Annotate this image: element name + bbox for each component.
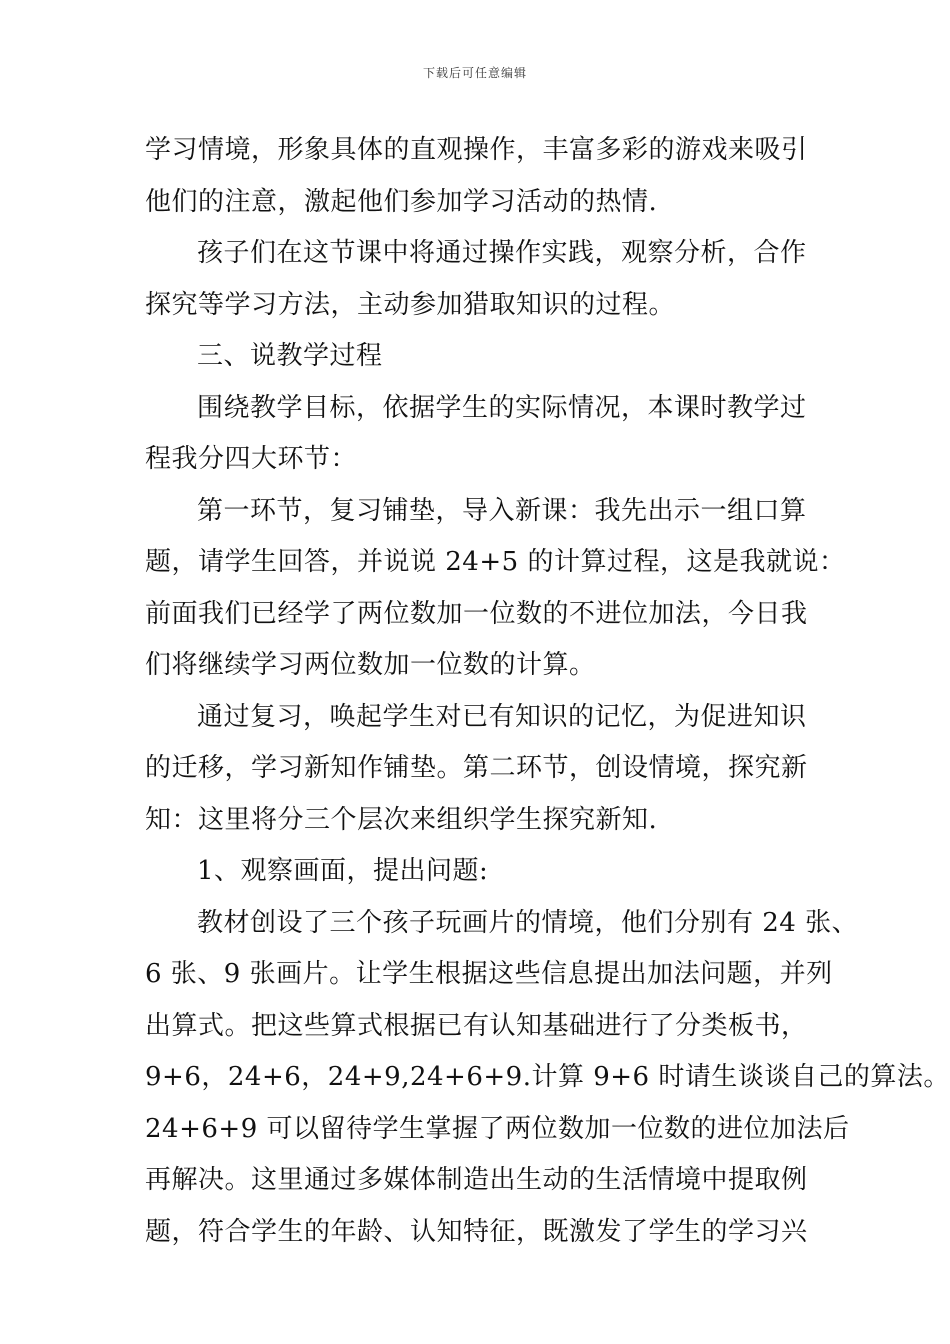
text-line: 的迁移，学习新知作铺垫。第二环节，创设情境，探究新: [145, 753, 808, 783]
text-line: 出算式。把这些算式根据已有认知基础进行了分类板书，: [145, 1010, 808, 1041]
section-heading: 三、说教学过程: [197, 341, 383, 371]
paragraph-start-line: 教材创设了三个孩子玩画片的情境，他们分别有 24 张、: [197, 907, 859, 938]
text-line: 程我分四大环节：: [145, 444, 358, 474]
text-line: 知：这里将分三个层次来组织学生探究新知.: [145, 804, 658, 835]
page-header: 下载后可任意编辑: [422, 66, 527, 80]
text-line: 再解决。这里通过多媒体制造出生动的生活情境中提取例: [145, 1165, 808, 1195]
text-line: 24+6+9 可以留待学生掌握了两位数加一位数的进位加法后: [145, 1113, 850, 1144]
text-line: 前面我们已经学了两位数加一位数的不进位加法，今日我: [145, 598, 808, 629]
paragraph-start-line: 围绕教学目标，依据学生的实际情况，本课时教学过: [197, 392, 807, 423]
text-line: 探究等学习方法，主动参加猎取知识的过程。: [145, 289, 676, 320]
text-line: 学习情境，形象具体的直观操作，丰富多彩的游戏来吸引: [145, 135, 808, 165]
text-line: 们将继续学习两位数加一位数的计算。: [145, 650, 596, 680]
paragraph-start-line: 孩子们在这节课中将通过操作实践，观察分析，合作: [197, 238, 807, 268]
text-line: 9+6，24+6，24+9,24+6+9.计算 9+6 时请生谈谈自己的算法。: [145, 1062, 950, 1092]
document-body: [145, 125, 950, 1258]
text-line: 6 张、9 张画片。让学生根据这些信息提出加法问题，并列: [145, 959, 833, 989]
text-line: 题，请学生回答，并说说 24+5 的计算过程，这是我就说：: [145, 547, 846, 577]
text-line: 题，符合学生的年龄、认知特征，既激发了学生的学习兴: [145, 1216, 808, 1247]
paragraph-start-line: 通过复习，唤起学生对已有知识的记忆，为促进知识: [197, 701, 807, 732]
subsection-heading: 1、观察画面，提出问题:: [197, 856, 489, 886]
text-line: 他们的注意，激起他们参加学习活动的热情.: [145, 186, 658, 217]
paragraph-start-line: 第一环节，复习铺垫，导入新课：我先出示一组口算: [197, 495, 807, 526]
